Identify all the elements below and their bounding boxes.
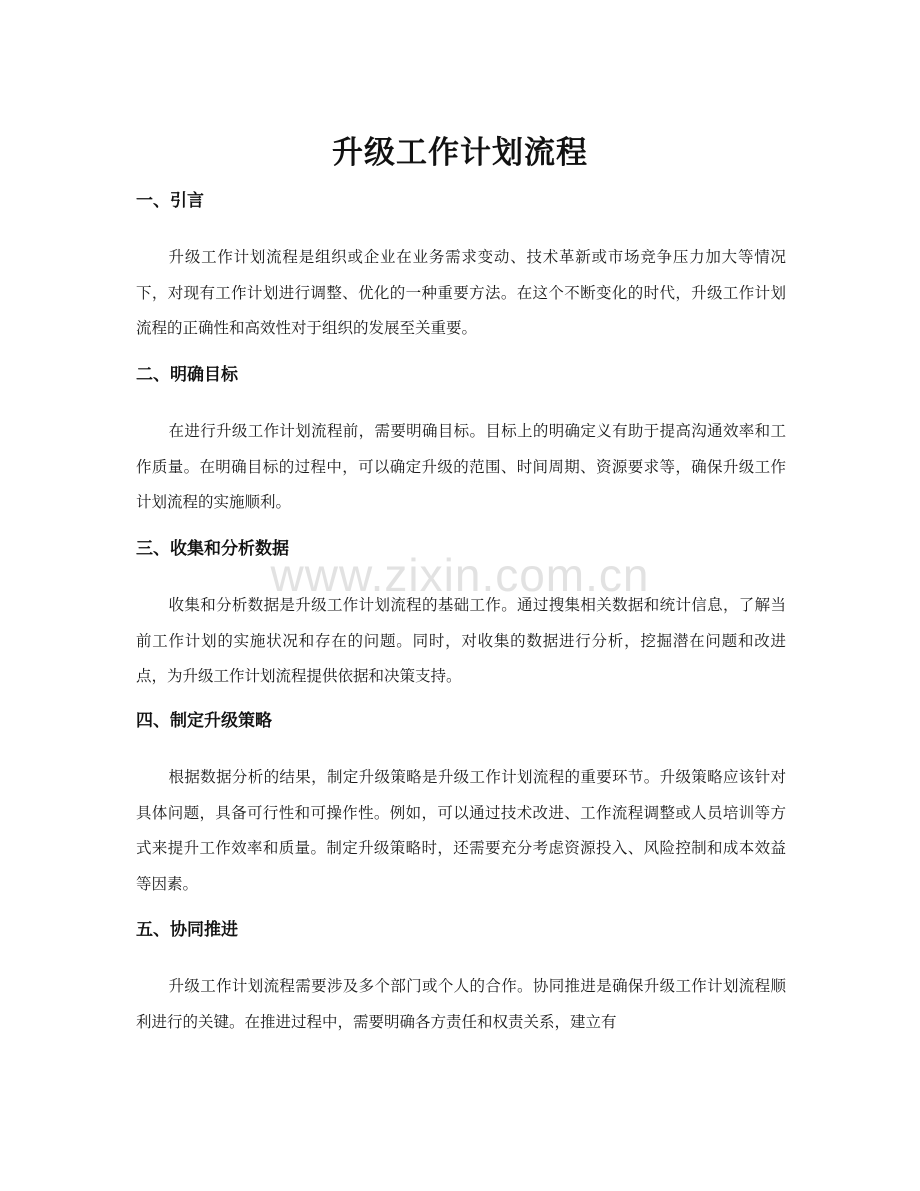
section-heading: 一、引言 — [136, 191, 204, 211]
section-heading: 五、协同推进 — [136, 920, 238, 940]
section-collect-analyze-data — [136, 536, 786, 695]
section-heading: 四、制定升级策略 — [136, 711, 272, 731]
section-define-goals — [136, 362, 786, 521]
section-paragraph: 收集和分析数据是升级工作计划流程的基础工作。通过搜集相关数据和统计信息，了解当前工作计划的实施状况和存在的问题。同时，对收集的数据进行分析，挖掘潜在问题和改进点，为升级工作计划流程提供依据和决策支持。 — [136, 596, 786, 685]
section-collaboration — [136, 917, 786, 1040]
document-title: 升级工作计划流程 — [332, 134, 588, 171]
section-paragraph: 升级工作计划流程是组织或企业在业务需求变动、技术革新或市场竞争压力加大等情况下，对现有工作计划进行调整、优化的一种重要方法。在这个不断变化的时代，升级工作计划流程的正确性和高效性对于组织的发展至关重要。 — [136, 248, 786, 337]
watermark: www.zixin.com.cn — [270, 549, 650, 601]
section-heading: 三、收集和分析数据 — [136, 539, 289, 559]
section-introduction — [136, 188, 786, 347]
section-paragraph: 根据数据分析的结果，制定升级策略是升级工作计划流程的重要环节。升级策略应该针对具体问题，具备可行性和可操作性。例如，可以通过技术改进、工作流程调整或人员培训等方式来提升工作效率和质量。制定升级策略时，还需要充分考虑资源投入、风险控制和成本效益等因素。 — [136, 768, 786, 893]
section-heading: 二、明确目标 — [136, 365, 238, 385]
section-paragraph: 升级工作计划流程需要涉及多个部门或个人的合作。协同推进是确保升级工作计划流程顺利进行的关键。在推进过程中，需要明确各方责任和权责关系，建立有 — [136, 977, 786, 1031]
section-paragraph: 在进行升级工作计划流程前，需要明确目标。目标上的明确定义有助于提高沟通效率和工作质量。在明确目标的过程中，可以确定升级的范围、时间周期、资源要求等，确保升级工作计划流程的实施顺利。 — [136, 422, 786, 511]
section-upgrade-strategy — [136, 708, 786, 902]
